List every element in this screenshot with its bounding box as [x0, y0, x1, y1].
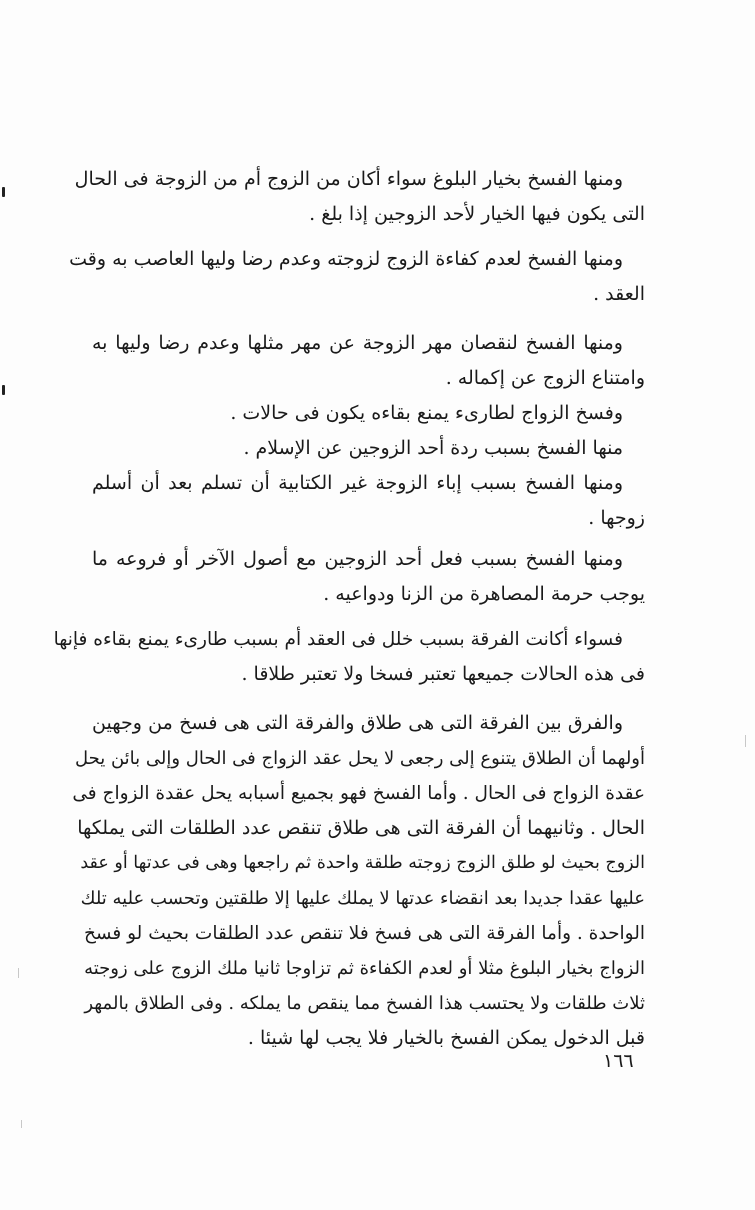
page-number: ١٦٦ [603, 1050, 634, 1072]
edge-mark-middle [2, 385, 5, 395]
text-line: العقد . [593, 283, 645, 305]
text-line: أولهما أن الطلاق يتنوع إلى رجعى لا يحل عقد الزواج فى الحال وإلى بائن يحل [74, 748, 645, 769]
text-line: الحال . وثانيهما أن الفرقة التى هى طلاق تنقص عدد الطلقات التى يملكها [77, 817, 645, 839]
text-line: فى هذه الحالات جميعها تعتبر فسخا ولا تعتبر طلاقا . [241, 663, 645, 685]
paragraph [92, 326, 645, 396]
text-line: يوجب حرمة المصاهرة من الزنا ودواعيه . [323, 583, 645, 605]
text-line: ومنها الفسخ لعدم كفاءة الزوج لزوجته وعدم رضا وليها العاصب به وقت [69, 248, 623, 270]
text-line: عليها عقدا جديدا بعد انقضاء عدتها لا يملك عليها إلا طلقتين وتحسب عليه تلك [80, 888, 645, 909]
text-line: ومنها الفسخ بسبب فعل أحد الزوجين مع أصول الآخر أو فروعه ما [92, 548, 623, 570]
text-line: ومنها الفسخ لنقصان مهر الزوجة عن مهر مثلها وعدم رضا وليها به [92, 332, 623, 354]
paragraph [92, 431, 645, 466]
scan-speck [745, 735, 746, 747]
paragraph [69, 242, 645, 312]
scan-speck [18, 968, 19, 978]
text-line: التى يكون فيها الخيار لأحد الزوجين إذا بلغ . [309, 203, 645, 225]
text-line: ثلاث طلقات ولا يحتسب هذا الفسخ مما ينقص ما يملكه . وفى الطلاق بالمهر [84, 993, 645, 1014]
text-line: قبل الدخول يمكن الفسخ بالخيار فلا يجب لها شيئا . [247, 1027, 645, 1049]
text-line: والفرق بين الفرقة التى هى طلاق والفرقة التى هى فسخ من وجهين [92, 712, 623, 734]
text-line: عقدة الزواج فى الحال . وأما الفسخ فهو بجميع أسبابه يحل عقدة الزواج فى [72, 783, 645, 804]
paragraph [92, 542, 645, 612]
paragraph [92, 396, 645, 431]
text-line: ومنها الفسخ بسبب إباء الزوجة غير الكتابية أن تسلم بعد أن أسلم [92, 472, 623, 494]
paragraph [74, 162, 645, 232]
text-line: زوجها . [588, 507, 645, 529]
edge-mark-top [2, 187, 5, 197]
text-line: الزواج بخيار البلوغ مثلا أو لعدم الكفاءة ثم تزاوجا ثانيا ملك الزوج على زوجته [84, 958, 645, 979]
paragraph [92, 466, 645, 536]
text-line: ومنها الفسخ بخيار البلوغ سواء أكان من الزوج أم من الزوجة فى الحال [74, 168, 623, 190]
text-line: وامتناع الزوج عن إكماله . [445, 367, 645, 389]
text-line: فسواء أكانت الفرقة بسبب خلل فى العقد أم بسبب طارىء يمنع بقاءه فإنها [53, 629, 623, 650]
body-text [53, 162, 645, 1056]
text-line: الزوج بحيث لو طلق الزوج زوجته طلقة واحدة ثم راجعها وهى فى عدتها أو عقد [80, 853, 645, 873]
text-line: الواحدة . وأما الفرقة التى هى فسخ فلا تنقص عدد الطلقات بحيث لو فسخ [83, 923, 645, 944]
text-line: منها الفسخ بسبب ردة أحد الزوجين عن الإسلام . [243, 437, 623, 459]
paragraph [72, 706, 645, 1056]
paragraph [53, 622, 645, 692]
text-line: وفسخ الزواج لطارىء يمنع بقاءه يكون فى حالات . [230, 402, 623, 424]
scan-speck [21, 1120, 22, 1128]
